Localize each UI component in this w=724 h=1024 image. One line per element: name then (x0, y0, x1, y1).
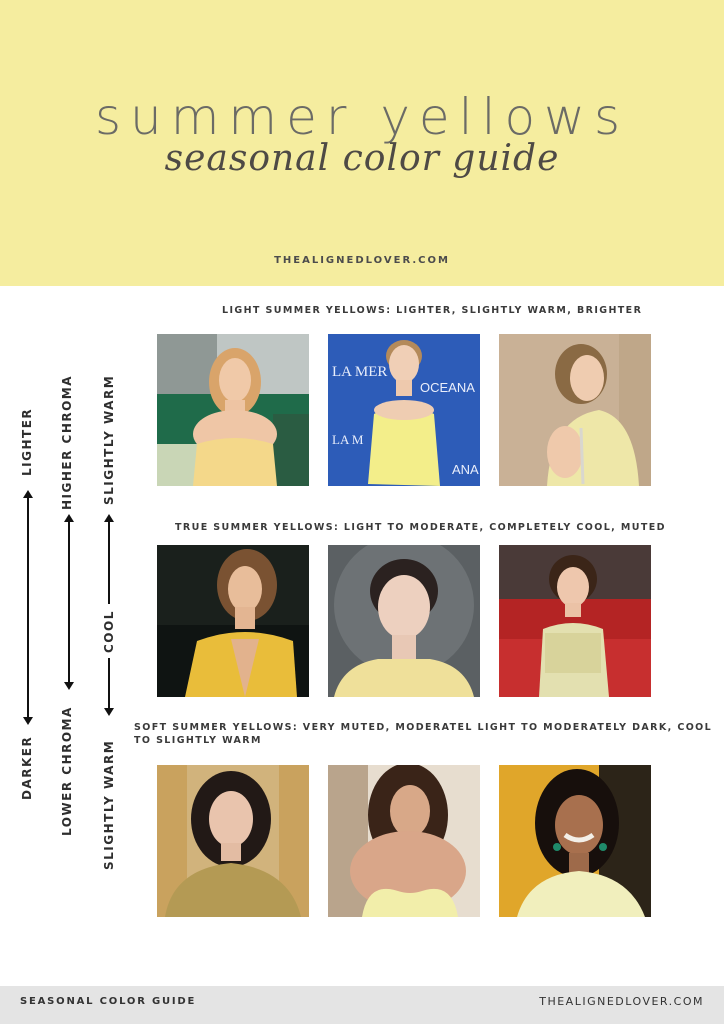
section-title-soft-summer: SOFT SUMMER YELLOWS: VERY MUTED, MODERATEL LIGHT TO MODERATELY DARK, COOL TO SLIGHTLY WARM (134, 722, 713, 746)
logo-text-oceana-2: ANA (452, 462, 479, 477)
footer-guide-title: SEASONAL COLOR GUIDE (20, 996, 197, 1007)
axis-lighter-label: LIGHTER (20, 407, 34, 476)
lightness-arrow (22, 490, 34, 725)
photo-true-summer-3 (499, 545, 651, 697)
photo-soft-summer-3 (499, 765, 651, 917)
axis-slightly-warm-top-label: SLIGHTLY WARM (102, 374, 116, 505)
photo-true-summer-1 (157, 545, 309, 697)
footer-site-link[interactable]: THEALIGNEDLOVER.COM (539, 995, 704, 1008)
page-subtitle: seasonal color guide (164, 138, 560, 179)
photo-true-summer-2 (328, 545, 480, 697)
photo-light-summer-3 (499, 334, 651, 486)
footer-bar (0, 986, 724, 1024)
header-site-link[interactable]: THEALIGNEDLOVER.COM (274, 255, 450, 266)
axis-lower-chroma-label: LOWER CHROMA (60, 706, 74, 836)
logo-text-lamer: LA MER (332, 364, 388, 380)
logo-text-lamer-2: LA M (332, 432, 364, 447)
chroma-arrow (63, 514, 75, 690)
axis-cool-label: COOL (102, 610, 116, 653)
photo-light-summer-1 (157, 334, 309, 486)
page-title: summer yellows (94, 88, 630, 146)
photo-light-summer-2 (328, 334, 480, 486)
axis-darker-label: DARKER (20, 735, 34, 800)
section-title-true-summer: TRUE SUMMER YELLOWS: LIGHT TO MODERATE, COMPLETELY COOL, MUTED (175, 522, 666, 533)
axis-higher-chroma-label: HIGHER CHROMA (60, 374, 74, 510)
header-banner (0, 0, 724, 286)
temperature-arrow-upper (103, 514, 115, 604)
photo-soft-summer-1 (157, 765, 309, 917)
temperature-arrow-lower (103, 658, 115, 716)
axis-slightly-warm-bottom-label: SLIGHTLY WARM (102, 739, 116, 870)
photo-soft-summer-2 (328, 765, 480, 917)
section-title-light-summer: LIGHT SUMMER YELLOWS: LIGHTER, SLIGHTLY WARM, BRIGHTER (222, 305, 643, 316)
logo-text-oceana: OCEANA (420, 380, 475, 395)
